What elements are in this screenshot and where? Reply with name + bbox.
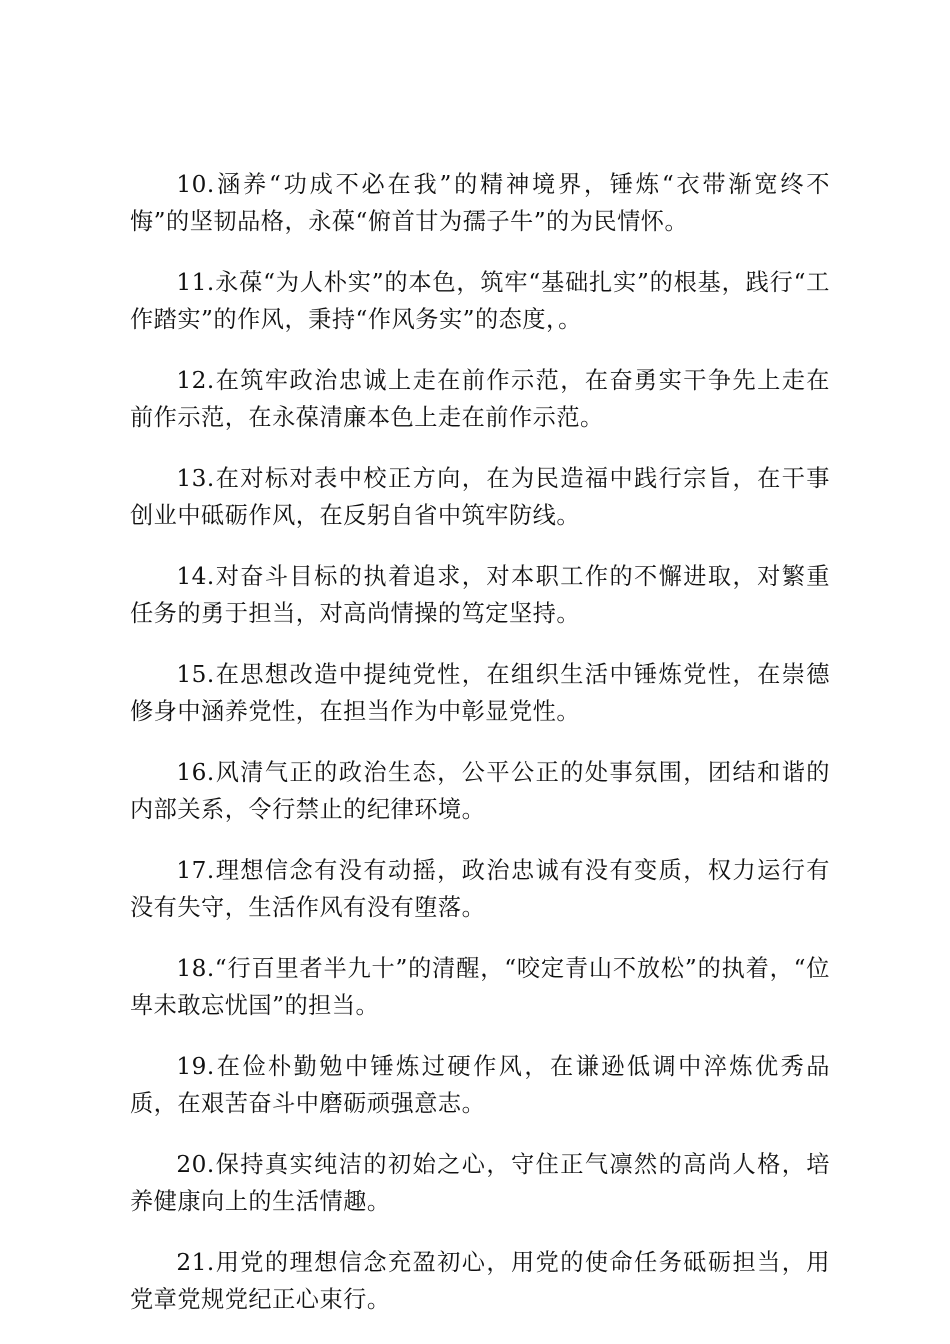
document-page — [130, 166, 830, 1342]
paragraph-text: 风清气正的政治生态，公平公正的处事氛围，团结和谐的内部关系，令行禁止的纪律环境。 — [130, 759, 830, 823]
paragraph-text: 在思想改造中提纯党性，在组织生活中锤炼党性，在崇德修身中涵养党性，在担当作为中彰显党性。 — [130, 661, 830, 725]
paragraph-21 — [130, 1244, 830, 1318]
paragraph-text: 用党的理想信念充盈初心，用党的使命任务砥砺担当，用党章党规党纪正心束行。 — [130, 1249, 830, 1313]
paragraph-number: 18. — [176, 955, 215, 982]
paragraph-number: 12. — [176, 367, 215, 394]
paragraph-text: 保持真实纯洁的初始之心，守住正气凛然的高尚人格，培养健康向上的生活情趣。 — [130, 1151, 830, 1215]
paragraph-18 — [130, 950, 830, 1024]
paragraph-number: 19. — [176, 1053, 215, 1080]
paragraph-text: 在对标对表中校正方向，在为民造福中践行宗旨，在干事创业中砥砺作风，在反躬自省中筑牢防线。 — [130, 465, 830, 529]
paragraph-10 — [130, 166, 830, 240]
paragraph-number: 16. — [176, 759, 215, 786]
paragraph-17 — [130, 852, 830, 926]
paragraph-number: 13. — [176, 465, 215, 492]
paragraph-12 — [130, 362, 830, 436]
paragraph-text: 对奋斗目标的执着追求，对本职工作的不懈进取，对繁重任务的勇于担当，对高尚情操的笃定坚持。 — [130, 563, 830, 627]
paragraph-text: 涵养“功成不必在我”的精神境界，锤炼“衣带渐宽终不悔”的坚韧品格，永葆“俯首甘为孺子牛”的为民情怀。 — [130, 171, 830, 235]
paragraph-13 — [130, 460, 830, 534]
paragraph-11 — [130, 264, 830, 338]
paragraph-number: 20. — [176, 1151, 215, 1178]
paragraph-15 — [130, 656, 830, 730]
paragraph-16 — [130, 754, 830, 828]
paragraph-number: 17. — [176, 857, 215, 884]
paragraph-number: 21. — [176, 1249, 215, 1276]
paragraph-number: 14. — [176, 563, 215, 590]
paragraph-text: 在俭朴勤勉中锤炼过硬作风，在谦逊低调中淬炼优秀品质，在艰苦奋斗中磨砺顽强意志。 — [130, 1053, 830, 1117]
paragraph-text: 理想信念有没有动摇，政治忠诚有没有变质，权力运行有没有失守，生活作风有没有堕落。 — [130, 857, 830, 921]
paragraph-text: “行百里者半九十”的清醒，“咬定青山不放松”的执着，“位卑未敢忘忧国”的担当。 — [130, 955, 830, 1019]
paragraph-19 — [130, 1048, 830, 1122]
paragraph-20 — [130, 1146, 830, 1220]
paragraph-text: 永葆“为人朴实”的本色，筑牢“基础扎实”的根基，践行“工作踏实”的作风，秉持“作风务实”的态度，。 — [130, 269, 830, 333]
paragraph-text: 在筑牢政治忠诚上走在前作示范，在奋勇实干争先上走在前作示范，在永葆清廉本色上走在前作示范。 — [130, 367, 830, 431]
paragraph-number: 15. — [176, 661, 215, 688]
paragraph-number: 11. — [176, 269, 215, 296]
paragraph-14 — [130, 558, 830, 632]
paragraph-number: 10. — [176, 171, 215, 198]
